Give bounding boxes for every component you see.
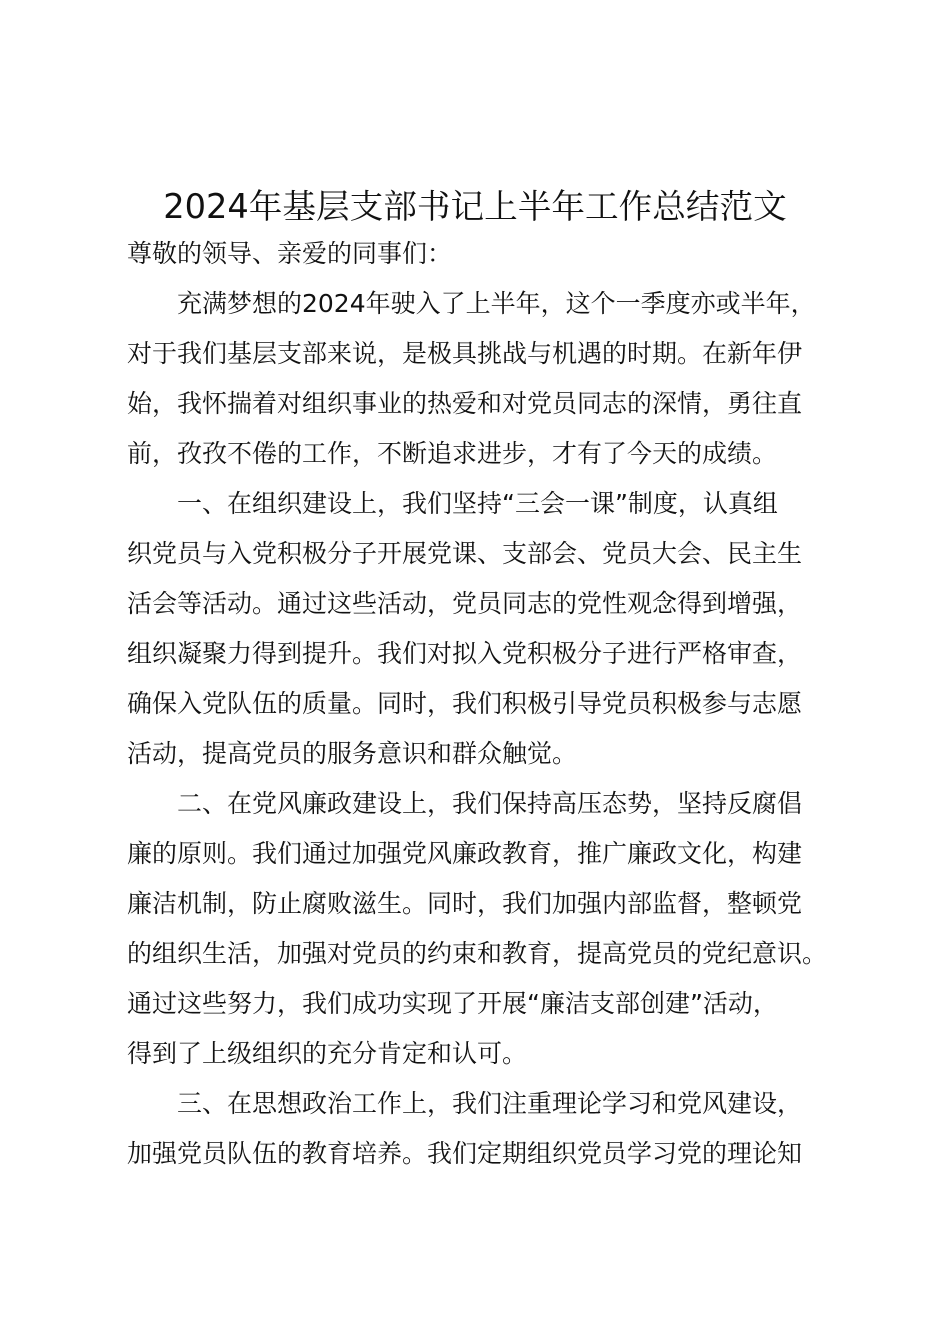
paragraph-line: 一、在组织建设上，我们坚持“三会一课”制度，认真组 [177, 489, 778, 518]
document-title: 2024年基层支部书记上半年工作总结范文 [163, 187, 787, 226]
salutation: 尊敬的领导、亲爱的同事们： [127, 239, 453, 268]
paragraph-line: 对于我们基层支部来说，是极具挑战与机遇的时期。在新年伊 [127, 339, 803, 368]
paragraph-line: 活会等活动。通过这些活动，党员同志的党性观念得到增强， [127, 589, 803, 618]
paragraph-line: 充满梦想的2024年驶入了上半年，这个一季度亦或半年， [177, 289, 816, 318]
paragraph-line: 三、在思想政治工作上，我们注重理论学习和党风建设， [177, 1089, 803, 1118]
paragraph-line: 通过这些努力，我们成功实现了开展“廉洁支部创建”活动， [127, 989, 778, 1018]
paragraph-line: 加强党员队伍的教育培养。我们定期组织党员学习党的理论知 [127, 1139, 803, 1168]
paragraph-line: 廉洁机制，防止腐败滋生。同时，我们加强内部监督，整顿党 [127, 889, 803, 918]
paragraph-line: 组织凝聚力得到提升。我们对拟入党积极分子进行严格审查， [127, 639, 803, 668]
paragraph-line: 的组织生活，加强对党员的约束和教育，提高党员的党纪意识。 [127, 939, 828, 968]
paragraph-line: 廉的原则。我们通过加强党风廉政教育，推广廉政文化，构建 [127, 839, 803, 868]
paragraph-line: 确保入党队伍的质量。同时，我们积极引导党员积极参与志愿 [127, 689, 803, 718]
paragraph-line: 活动，提高党员的服务意识和群众触觉。 [127, 739, 578, 768]
paragraph-line: 前，孜孜不倦的工作，不断追求进步，才有了今天的成绩。 [127, 439, 778, 468]
paragraph-line: 始，我怀揣着对组织事业的热爱和对党员同志的深情，勇往直 [127, 389, 803, 418]
paragraph-line: 二、在党风廉政建设上，我们保持高压态势，坚持反腐倡 [177, 789, 803, 818]
paragraph-line: 得到了上级组织的充分肯定和认可。 [127, 1039, 528, 1068]
paragraph-line: 织党员与入党积极分子开展党课、支部会、党员大会、民主生 [127, 539, 803, 568]
